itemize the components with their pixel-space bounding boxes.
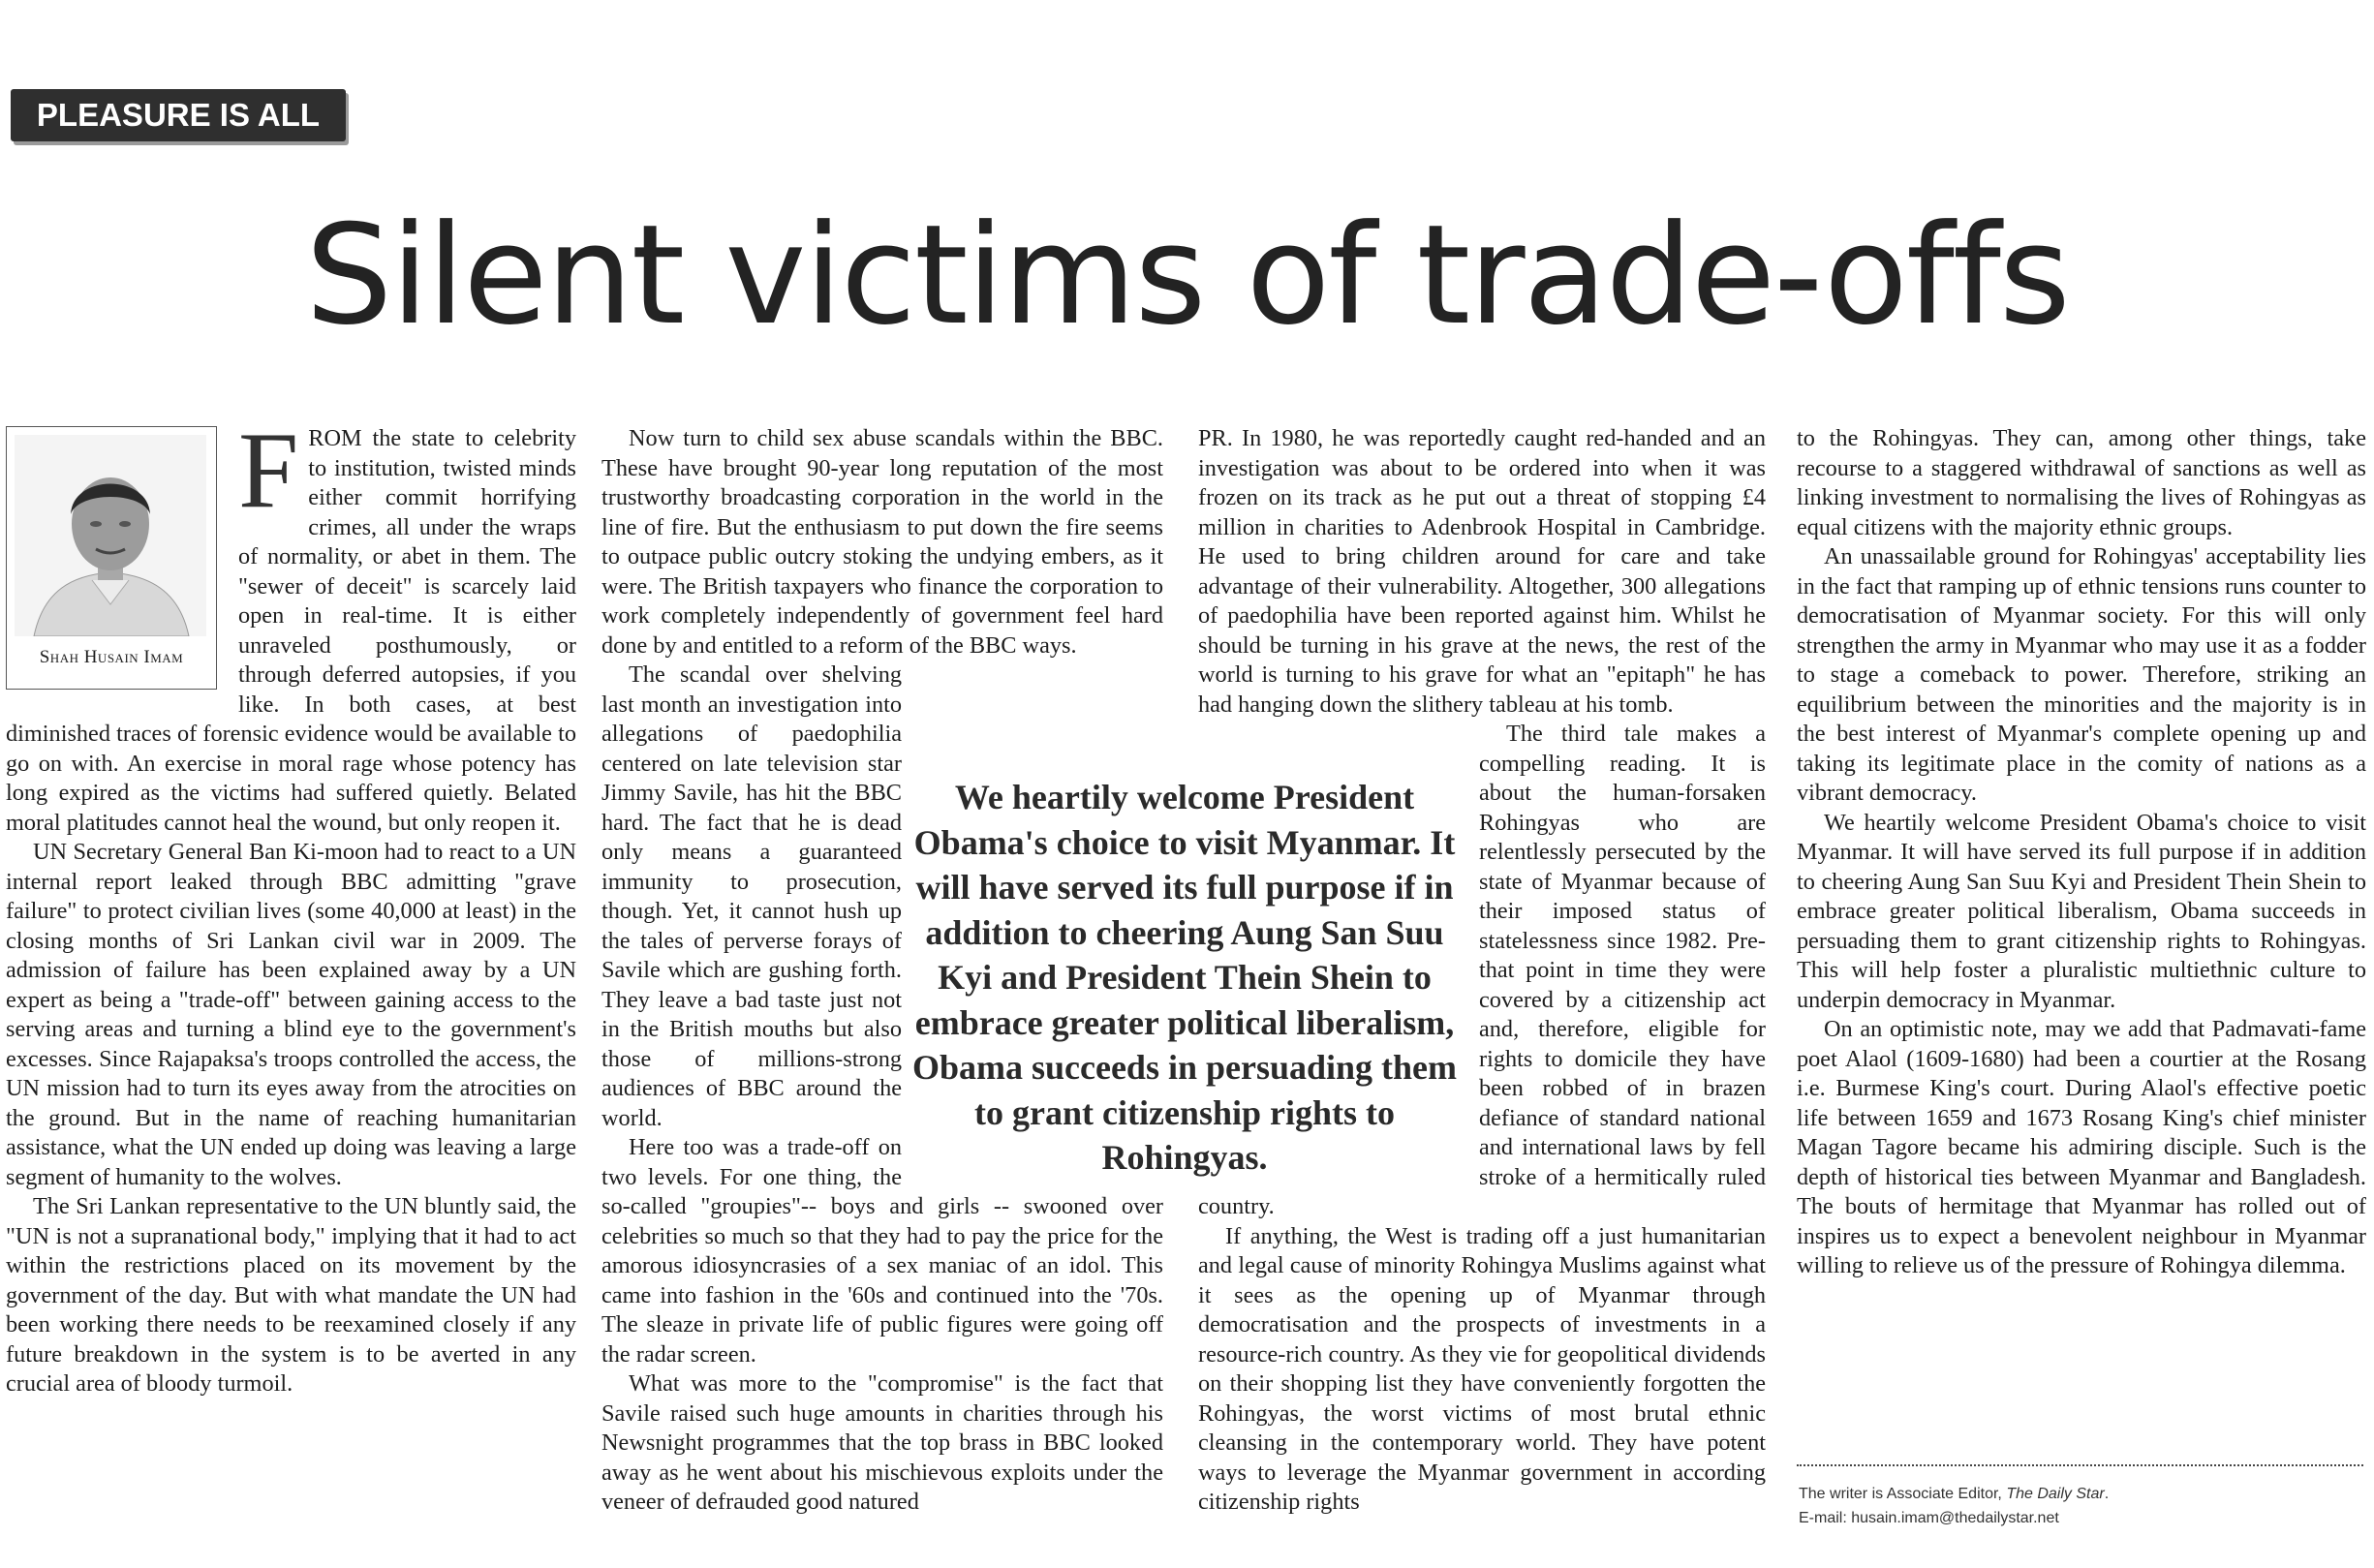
article-paragraph: On an optimistic note, may we add that Padmavati-fame poet Alaol (1609-1680) had been a courtier at the Rosang i.e. Burmese King's court. During Alaol's effective poetic life between 1659 and 1673 Rosang King's chief minister Magan Tagore became his admiring disciple. Such is the depth of historical ties between Myanmar and Bangladesh. The bouts of hermitage that Myanmar has rolled out of inspires us to expect a benevolent neighbour in Myanmar willing to relieve us of the pressure of Rohingya dilemma. <box>1797 1016 2366 1278</box>
author-note <box>1799 1482 2370 1530</box>
article-paragraph: What was more to the "compromise" is the fact that Savile raised such huge amounts in charities through his Newsnight programmes that the top brass in BBC looked away as he went about his mischievous exploits under the veneer of defrauded good natured <box>601 1370 1163 1515</box>
article-paragraph: If anything, the West is trading off a just humanitarian and legal cause of minority Rohingya Muslims against what it sees as the opening up of Myanmar through democratisation and the prospects of investments in a resource-rich country. As they vie for geopolitical dividends on their shopping list they have conveniently forgotten the Rohingyas, the worst victims of most brutal ethnic cleansing in the contemporary world. They have potent ways to leverage the Myanmar government in according citizenship rights <box>1198 1222 1766 1515</box>
headline: Silent victims of trade-offs <box>305 196 2069 355</box>
article-paragraph: Now turn to child sex abuse scandals within the BBC. These have brought 90-year long reputation of the most trustworthy broadcasting corporation in the world in the line of fire. But the enthusiasm to put down the fire seems to outpace public outcry stoking the undying embers, as it were. The British taxpayers who finance the corporation to work completely independently of government feel hard done by and entitled to a reform of the BBC ways. <box>601 425 1163 659</box>
column-4 <box>1797 424 2366 1281</box>
article-paragraph: to the Rohingyas. They can, among other things, take recourse to a staggered withdrawal of sanctions as well as linking investment to normalising the lives of Rohingyas as equal citizens with the majority ethnic groups. <box>1797 425 2366 540</box>
footer-divider <box>1797 1464 2363 1466</box>
pull-quote: We heartily welcome President Obama's choice to visit Myanmar. It will have served its full purpose if in addition to cheering Aung San Suu Kyi and President Thein Shein to embrace greater political liberalism, Obama succeeds in persuading them to grant citizenship rights to Rohingyas. <box>911 778 1458 1177</box>
article-paragraph: The scandal over shelving last month an investigation into allegations of paedophilia centered on late television star Jimmy Savile, has hit the BBC hard. The fact that he is dead only means a guaranteed immunity to prosecution, though. Yet, it cannot hush up the tales of perverse forays of Savile which are gushing forth. They leave a bad taste just not in the British mouths but also those of millions-strong audiences of BBC around the world. <box>601 661 902 1131</box>
author-email: E-mail: husain.imam@thedailystar.net <box>1799 1510 2059 1526</box>
author-credit <box>1799 1482 2370 1506</box>
article-paragraph: We heartily welcome President Obama's choice to visit Myanmar. It will have served its full purpose if in addition to cheering Aung San Suu Kyi and President Thein Shein to embrace greater political liberalism, Obama succeeds in persuading them to grant citizenship rights to Rohingyas. This will help foster a pluralistic multiethnic culture to underpin democracy in Myanmar. <box>1797 809 2366 1013</box>
drop-cap: F <box>238 411 299 531</box>
photo-float-space <box>6 424 238 699</box>
article-paragraph: UN Secretary General Ban Ki-moon had to react to a UN internal report leaked through BBC admitting "grave failure" to protect civilian lives (some 40,000 at least) in the closing months of Sri Lankan civil war in 2009. The admission of failure has been explained away by a UN expert as being a "trade-off" between gaining access to the serving areas and turning a blind eye to the government's excesses. Since Rajapaksa's troops controlled the access, the UN mission had to turn its eyes away from the atrocities on the ground. But in the name of reaching humanitarian assistance, what the UN ended up doing was leaving a large segment of humanity to the wolves. <box>6 839 576 1190</box>
credit-text: The writer is Associate Editor, <box>1799 1486 2002 1502</box>
author-byline: Shah Husain Imam <box>39 647 184 667</box>
article-paragraph: PR. In 1980, he was reportedly caught red-handed and an investigation was about to be ordered into when it was frozen on its track as he put out a threat of stopping £4 million in charities to Adenbrook Hospital in Cambridge. He used to bring children around for care and take advantage of their vulnerability. Altogether, 300 allegations of paedophilia have been reported against him. Whilst he should be turning in his grave at the news, the rest of the world is turning to his grave for what an "epitaph" he has had hanging down the slithery tableau at his tomb. <box>1198 425 1766 718</box>
publication-name: The Daily Star <box>2006 1486 2105 1502</box>
article-paragraph: The Sri Lankan representative to the UN bluntly said, the "UN is not a supranational body," implying that it had to act within the restrictions placed on its movement by the government of the day. But with what mandate the UN had been working there needs to be reexamined closely if any future breakdown in the system is to be averted in any crucial area of bloody turmoil. <box>6 1193 576 1397</box>
article-paragraph: Here too was a trade-off on two levels. For one thing, the so-called "groupies"-- boys and girls -- swooned over celebrities so much so that they had to pay the price for the amorous idiosyncrasies of a sex maniac of an idol. This came into fashion in the '60s and continued into the '70s. The sleaze in private life of public figures were going off the radar screen. <box>601 1134 1163 1368</box>
section-tag: PLEASURE IS ALL MINE <box>11 89 346 141</box>
article-paragraph: An unassailable ground for Rohingyas' acceptability lies in the fact that ramping up of ethnic tensions runs counter to democratisation of Myanmar society. For this will only strengthen the army in Myanmar who may use it as a fodder to stage a comeback to power. Therefore, striking an equilibrium between the minorities and the majority is in the best interest of Myanmar's complete opening up and taking its legitimate place in the comity of nations as a vibrant democracy. <box>1797 543 2366 806</box>
paragraph-text: ROM the state to celebrity to institution, twisted minds either commit horrifying crimes, all under the wraps of normality, or abet in them. The "sewer of deceit" is scarcely laid open in real-time. It is either unraveled posthumously, or through deferred autopsies, if you like. In both cases, at best diminished traces of forensic evidence would be available to go on with. An exercise in moral rage whose potency has long expired as the victims had suffered quietly. Belated moral platitudes cannot heal the wound, but only reopen it. <box>6 425 576 836</box>
column-1-body <box>6 411 576 1399</box>
credit-suffix: . <box>2104 1486 2110 1502</box>
article-paragraph: The third tale makes a compelling reading. It is about the human-forsaken Rohingyas who are relentlessly persecuted by the state of Myanmar because of their imposed status of statelessness since 1982. Pre-that point in time they were covered by a citizenship act and, therefore, eligible for rights to domicile they have been robbed of in brazen defiance of standard national and international laws by fell stroke of a hermitically ruled country. <box>1198 721 1766 1219</box>
